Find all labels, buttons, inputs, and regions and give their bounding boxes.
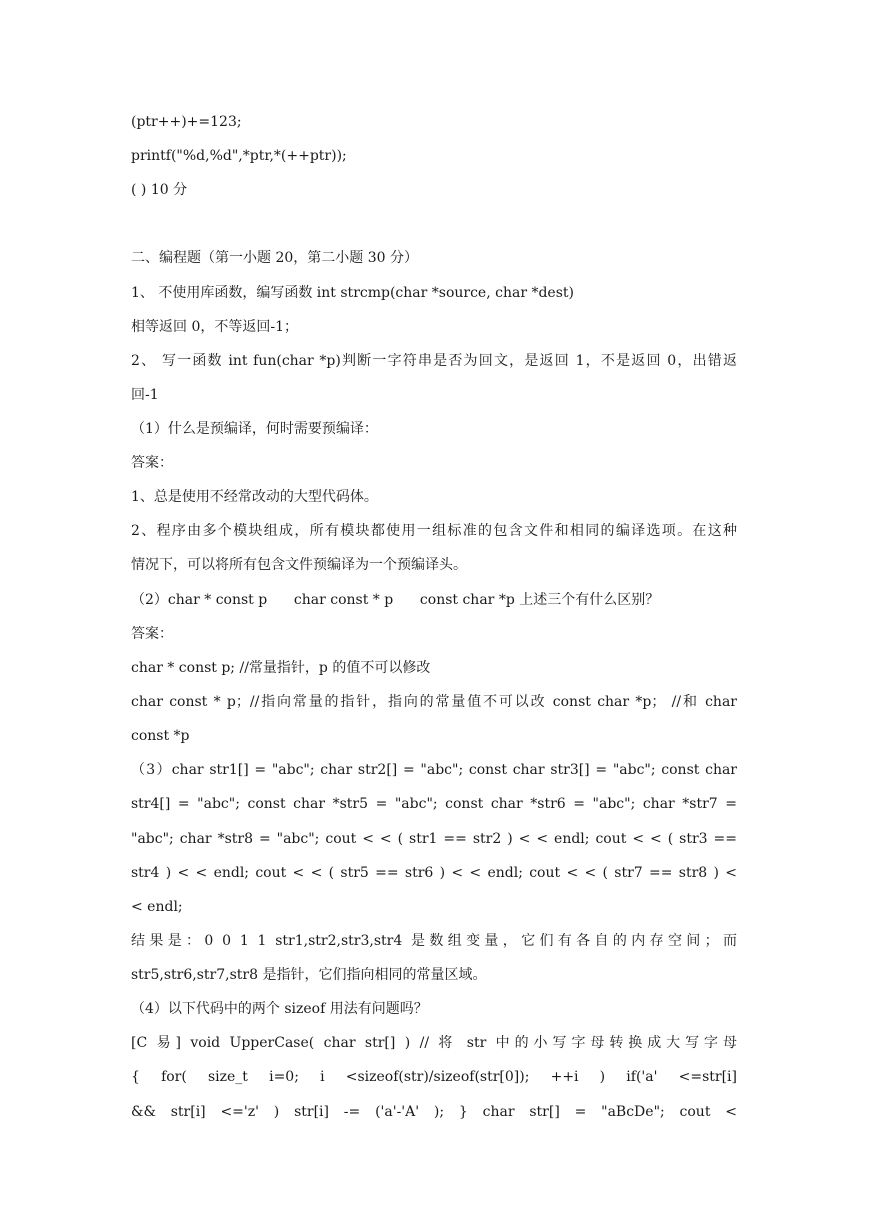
text-line: 情况下，可以将所有包含文件预编译为一个预编译头。 — [131, 557, 467, 573]
text-line: ( ) 10 分 — [131, 182, 188, 198]
text-line: 1、 不使用库函数，编写函数 int strcmp(char *source, char *dest) — [131, 285, 574, 301]
text-line: 结果是：0 0 1 1 str1,str2,str3,str4 是数组变量，它们有各自的内存空间；而 — [131, 933, 737, 949]
text-line: < endl; — [131, 899, 183, 915]
code-line: && str[i] <='z' ) str[i] -= ('a'-'A' ); } char str[] = "aBcDe"; cout < — [131, 1104, 737, 1120]
text-line: (ptr++)+=123; — [131, 114, 242, 130]
text-line: 回-1 — [131, 387, 159, 403]
code-line: { for( size_t i=0; i <sizeof(str)/sizeof(str[0]); ++i ) if('a' <=str[i] — [131, 1069, 737, 1085]
text-line: printf("%d,%d",*ptr,*(++ptr)); — [131, 148, 347, 164]
text-line: 2、程序由多个模块组成，所有模块都使用一组标准的包含文件和相同的编译选项。在这种 — [131, 523, 737, 539]
question-heading: （1）什么是预编译，何时需要预编译： — [131, 421, 378, 437]
text-line: "abc"; char *str8 = "abc"; cout < < ( str1 == str2 ) < < endl; cout < < ( str3 == — [131, 831, 737, 847]
code-line: [C 易] void UpperCase( char str[] ) // 将 str 中的小写字母转换成大写字母 — [131, 1035, 737, 1051]
text-line: str4 ) < < endl; cout < < ( str5 == str6 ) < < endl; cout < < ( str7 == str8 ) < — [131, 865, 737, 881]
section-heading: 二、编程题（第一小题 20，第二小题 30 分） — [131, 250, 418, 266]
text-line: str4[] = "abc"; const char *str5 = "abc"; const char *str6 = "abc"; char *str7 = — [131, 796, 737, 812]
answer-label: 答案： — [131, 626, 173, 642]
question-heading: （4）以下代码中的两个 sizeof 用法有问题吗？ — [131, 1001, 428, 1017]
text-line: char * const p; //常量指针，p 的值不可以修改 — [131, 660, 431, 676]
text-line: char const * p；//指向常量的指针，指向的常量值不可以改 const char *p； //和 char — [131, 694, 737, 710]
text-line: 1、总是使用不经常改动的大型代码体。 — [131, 489, 378, 505]
text-line: 相等返回 0，不等返回-1； — [131, 319, 298, 335]
text-line: str5,str6,str7,str8 是指针，它们指向相同的常量区域。 — [131, 967, 487, 983]
text-line: 2、 写一函数 int fun(char *p)判断一字符串是否为回文，是返回 1，不是返回 0，出错返 — [131, 353, 737, 369]
question-heading: （3）char str1[] = "abc"; char str2[] = "abc"; const char str3[] = "abc"; const char — [131, 762, 737, 778]
question-heading: （2）char * const p char const * p const char *p 上述三个有什么区别？ — [131, 592, 660, 608]
answer-label: 答案： — [131, 455, 173, 471]
text-line: const *p — [131, 728, 190, 744]
